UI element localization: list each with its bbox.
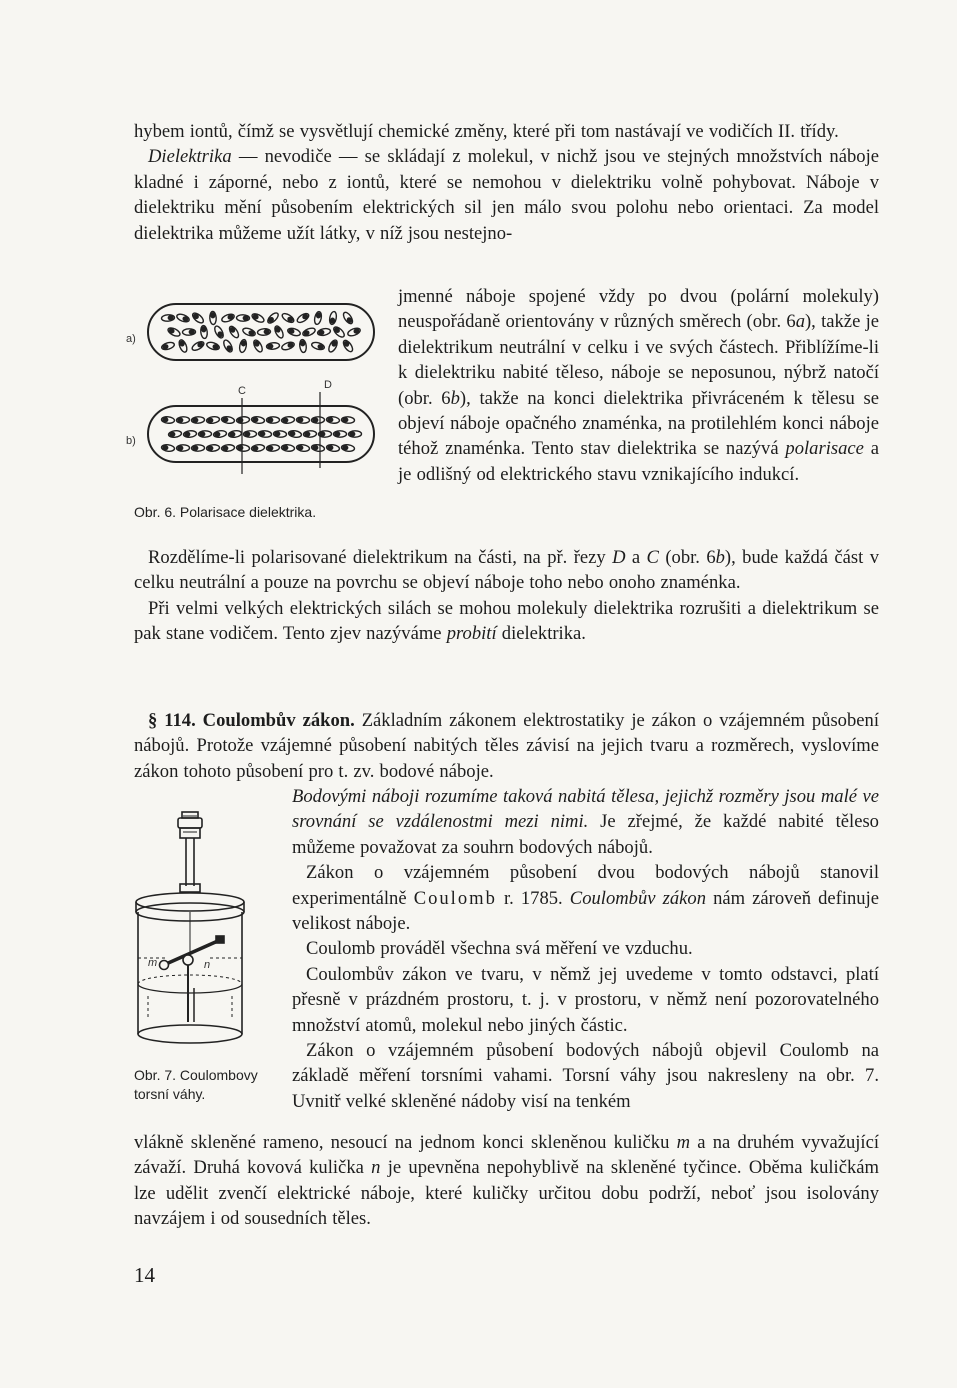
paragraph-coulomb-experiment: Zákon o vzájemném působení dvou bodových nábojů stanovil experimentálně Coulomb r. 1785. Coulombův zákon nám zároveň definuje velikost náboje. xyxy=(292,862,880,935)
text-block-top xyxy=(134,119,879,246)
figure-7-label-m: m xyxy=(148,957,158,969)
jar-lid-top xyxy=(136,893,244,911)
dipole-molecule xyxy=(347,327,361,338)
dipole-molecule xyxy=(213,325,225,339)
dipole-molecule xyxy=(228,430,242,438)
paragraph-cut-parts: Rozdělíme-li polarisované dielektrikum na části, na př. řezy D a C (obr. 6b), bude každá část v celku neutrální a pouze na povrchu se objeví náboje toho nebo onoho znaménka. xyxy=(134,547,879,594)
dipole-molecule xyxy=(281,444,295,452)
dipole-molecule xyxy=(333,431,346,437)
dipole-molecule xyxy=(288,430,302,438)
section-heading: § 114. Coulombův zákon. xyxy=(148,710,355,731)
dipole-molecule xyxy=(299,339,307,353)
dipole-molecule xyxy=(236,416,250,424)
term-coulomb-law: Coulombův zákon xyxy=(569,887,706,909)
dipole-molecule xyxy=(176,416,189,423)
dipole-molecule xyxy=(161,444,175,452)
dipole-molecule xyxy=(342,339,355,353)
dipole-molecule xyxy=(209,311,216,324)
dipole-molecule xyxy=(327,339,339,353)
dipole-molecule xyxy=(161,341,175,351)
jar-bottom xyxy=(138,1025,242,1043)
dipole-molecule xyxy=(258,430,271,437)
dipole-molecule xyxy=(303,430,316,437)
term-polarisace: polarisace xyxy=(785,438,864,460)
dipole-molecule xyxy=(341,444,355,452)
dipole-molecule xyxy=(342,311,355,325)
figure-7-torsion-balance xyxy=(128,808,278,1058)
paragraph-dielektrika: Dielektrika — nevodiče — se skládají z molekul, v nichž jsou ve stejných množstvích náboje kladné i záporné, nebo z iontů, které se nemohou v dielektriku volně pohybovat. Náboje v dielektriku mění působením elektrických sil jen málo svou polohu nebo orientaci. Za model dielektrika můžeme užít látky, v níž jsou nestejno- xyxy=(134,146,879,244)
dipole-molecule xyxy=(273,325,285,339)
term-dielektrika: Dielektrika xyxy=(148,146,232,168)
dipole-molecule xyxy=(221,444,235,452)
dipole-molecule xyxy=(273,430,286,437)
sphere-n xyxy=(183,955,193,965)
torsion-head-knob xyxy=(182,812,198,818)
dipole-molecule xyxy=(161,416,175,424)
dipole-molecule xyxy=(222,339,234,353)
symbol-m: m xyxy=(676,1132,691,1153)
dipole-molecule xyxy=(243,431,256,438)
name-coulomb: Coulomb xyxy=(413,887,497,909)
page-number: 14 xyxy=(134,1263,155,1287)
dipole-molecule xyxy=(317,328,331,337)
dipole-molecule xyxy=(213,430,227,438)
dipole-molecule xyxy=(252,339,264,353)
dipole-molecule xyxy=(206,416,220,424)
dipole-molecule xyxy=(251,312,265,324)
figure-6-dielectric-polarisation xyxy=(124,296,380,496)
paragraph-polar-molecules: jmenné náboje spojené vždy po dvou (polární molekuly) neuspořádaně orientovány v různých směrech (obr. 6a), takže je dielektrikum neutrální v celku i ve svých částech. Přiblížíme-li k dielektriku nabité těleso, náboje se neposunou, nýbrž natočí (obr. 6b), takže na konci dielektrika přivráceném k tělesu se objeví náboje opačného znaménka, na protilehlém konci náboje téhož znaménka. Tento stav dielektrika se nazývá polarisace a je odlišný od elektrického stavu vznikajícího indukcí. xyxy=(398,286,880,485)
figure-6-label-b: b) xyxy=(126,435,136,447)
dipole-molecule xyxy=(191,416,204,423)
counterweight xyxy=(216,936,224,943)
paragraph-torsion-continuation: vlákně skleněné rameno, nesoucí na jednom konci skleněnou kuličku m a na druhém vyvažující závaží. Druhá kovová kulička n je upevněna nepohyblivě na skleněné tyčince. Oběma kuličkám lze udělit zvenčí elektrické náboje, které kuličky určitou dobu podrží, neboť jsou isolovány navzájem i od sousedních těles. xyxy=(134,1132,879,1230)
text-block-bottom xyxy=(134,1130,879,1232)
dipole-molecule xyxy=(341,416,354,423)
dipole-molecule xyxy=(281,341,295,351)
dipole-molecule xyxy=(281,312,295,324)
dipole-molecule xyxy=(176,445,189,452)
dipole-molecule xyxy=(266,417,279,424)
dipole-molecule xyxy=(296,312,310,324)
dipole-molecule xyxy=(311,341,325,351)
dipole-molecule xyxy=(314,311,323,325)
dipole-molecule xyxy=(191,445,204,452)
dipole-molecule xyxy=(182,329,195,336)
dipole-molecule xyxy=(206,341,220,351)
sphere-m xyxy=(160,961,169,970)
dipole-molecule xyxy=(191,311,205,324)
torsion-head-top xyxy=(178,818,202,828)
symbol-n: n xyxy=(371,1157,381,1179)
dipole-molecule xyxy=(332,325,346,339)
figure-6-drawing xyxy=(124,296,380,496)
text-block-section-114 xyxy=(134,708,879,784)
figure-7-drawing xyxy=(128,808,278,1058)
dipole-molecule xyxy=(167,326,181,338)
figure-6-label-d: D xyxy=(324,379,332,391)
dipole-molecule xyxy=(296,444,310,452)
dipole-molecule xyxy=(239,339,248,353)
dipole-molecule xyxy=(198,431,211,438)
dipole-molecule xyxy=(228,325,241,339)
dipole-molecule xyxy=(251,444,265,452)
paragraph-breakdown: Při velmi velkých elektrických silách se mohou molekuly dielektrika rozrušiti a dielektrikum se pak stane vodičem. Tento zjev nazýváme probití dielektrika. xyxy=(134,597,879,645)
text-block-middle xyxy=(134,545,879,647)
dipole-molecule xyxy=(266,444,279,451)
dipole-molecule xyxy=(311,417,324,424)
dipole-molecule xyxy=(200,325,208,339)
paragraph-torsion-balance: Zákon o vzájemném působení bodových nábojů objevil Coulomb na základě měření torsními vahami. Torsní váhy jsou nakresleny na obr. 7. Uvnitř velké skleněné nádoby visí na tenkém xyxy=(292,1040,879,1112)
text-block-figure6-side xyxy=(398,284,879,487)
dipole-molecule xyxy=(242,327,256,338)
dipole-molecule xyxy=(326,416,340,424)
definition-point-charges: Bodovými náboji rozumíme taková nabitá tělesa, jejichž rozměry jsou malé ve srovnání se vzdálenostmi mezi nimi. xyxy=(292,786,879,833)
dipole-molecule xyxy=(183,430,197,438)
aligned-dipoles xyxy=(161,416,361,452)
paragraph-measurements-air: Coulomb prováděl všechna svá měření ve vzduchu. xyxy=(306,938,693,960)
dipole-molecule xyxy=(251,416,265,424)
dipole-molecule xyxy=(326,444,340,452)
dipole-molecule xyxy=(266,311,280,325)
torsion-head-dial xyxy=(180,828,200,838)
paragraph-section-114: § 114. Coulombův zákon. Základním zákonem elektrostatiky je zákon o vzájemném působení nábojů. Protože vzájemné působení nabitých těles závisí na jejich tvaru a rozměrech, vyslovíme zákon tohoto působení pro t. zv. bodové náboje. xyxy=(134,710,879,782)
dipole-molecule xyxy=(302,327,316,338)
dipole-molecule xyxy=(236,444,249,451)
paragraph-vacuum: Coulombův zákon ve tvaru, v němž jej uvedeme v tomto odstavci, platí přesně v prázdném prostoru, t. j. v prostoru, v němž není pozorovatelného množství atomů, molekul nebo jiných částic. xyxy=(292,963,879,1036)
dipole-molecule xyxy=(168,430,182,438)
dipole-molecule xyxy=(287,327,301,337)
dipole-molecule xyxy=(281,416,295,424)
dipole-molecule xyxy=(348,431,361,438)
dipole-molecule xyxy=(257,328,271,336)
dipole-molecule xyxy=(329,311,338,325)
dipole-molecule xyxy=(236,315,249,322)
dipole-molecule xyxy=(318,431,331,438)
term-probiti: probití xyxy=(446,623,497,645)
tube-collar xyxy=(180,884,200,892)
figure-7-caption: Obr. 7. Coulombovy torsní váhy. xyxy=(134,1067,258,1102)
dipole-molecule xyxy=(221,313,235,324)
dipole-molecule xyxy=(161,314,174,321)
dipole-molecule xyxy=(206,444,219,451)
figure-7-label-n: n xyxy=(204,959,211,971)
dipole-molecule xyxy=(178,339,189,353)
dipole-molecule xyxy=(311,444,325,452)
figure-6-label-a: a) xyxy=(126,333,136,345)
random-dipoles xyxy=(161,311,361,353)
dipole-molecule xyxy=(266,342,280,350)
paragraph-point-charges: Bodovými náboji rozumíme taková nabitá tělesa, jejichž rozměry jsou malé ve srovnání se vzdálenostmi mezi nimi. Je zřejmé, že každé nabité těleso můžeme považovat za souhrn bodových nábojů. xyxy=(292,786,879,858)
dipole-molecule xyxy=(191,340,205,352)
paragraph-continuation: hybem iontů, čímž se vysvětlují chemické změny, které při tom nastávají ve vodičích II. třídy. xyxy=(134,121,839,142)
dipole-molecule xyxy=(296,417,309,424)
figure-6-caption: Obr. 6. Polarisace dielektrika. xyxy=(134,504,317,520)
text-block-figure7-side xyxy=(292,784,879,1114)
dipole-molecule xyxy=(176,313,190,324)
dipole-molecule xyxy=(221,416,235,424)
figure-6-label-c: C xyxy=(238,385,246,397)
